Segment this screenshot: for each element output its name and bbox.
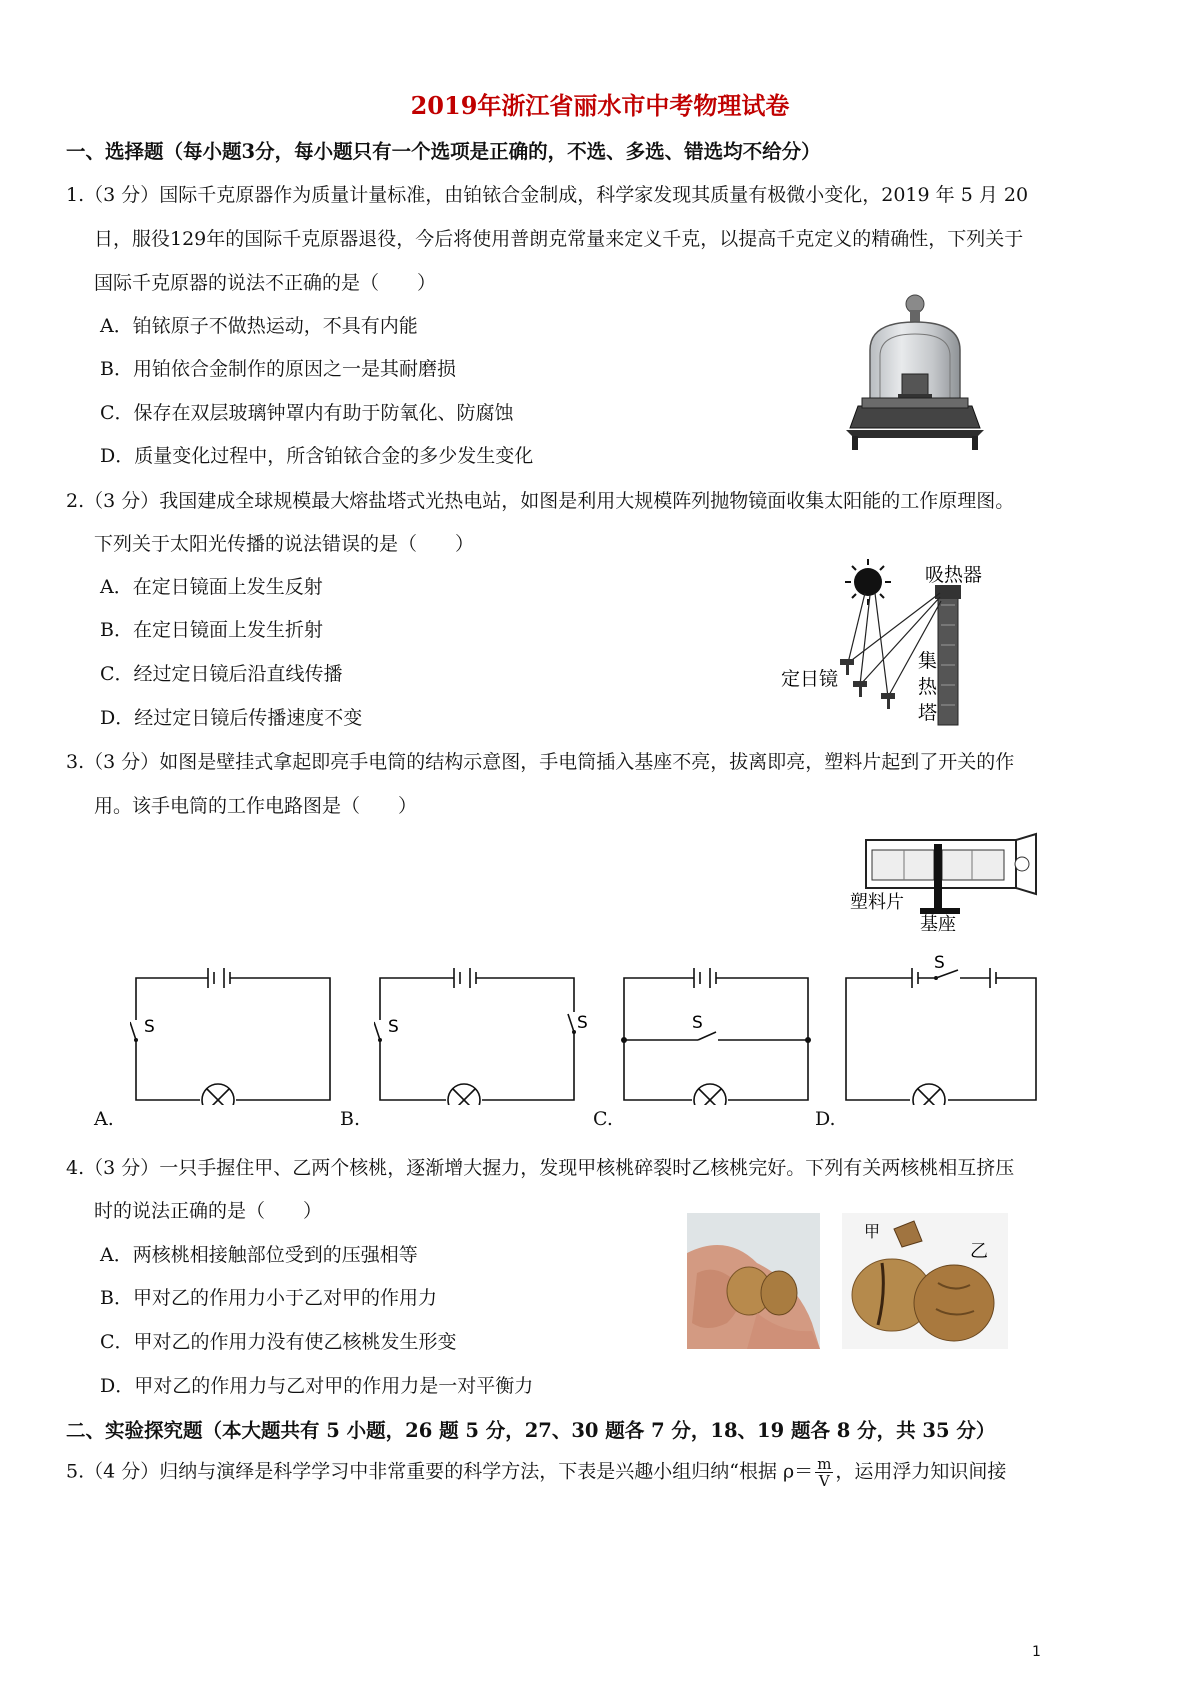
option-b-label: B.: [340, 1108, 361, 1130]
circuit-option-d: [840, 950, 1040, 1105]
switch-label-right: S: [577, 1013, 588, 1033]
density-fraction: [815, 1456, 833, 1489]
base-label: 基座: [920, 914, 956, 935]
hand-holding-walnuts-photo: [687, 1213, 820, 1349]
circuit-option-a: [130, 960, 340, 1105]
plastic-sheet-label: 塑料片: [850, 892, 904, 913]
walnuts-comparison-photo: [842, 1213, 1008, 1349]
q2-option-c: C．经过定日镜后沿直线传播: [100, 663, 343, 685]
q5-stem-line1: [66, 1456, 1006, 1489]
q4-option-a: A．两核桃相接触部位受到的压强相等: [100, 1244, 418, 1266]
q2-stem-line1: 2.（3 分）我国建成全球规模最大熔盐塔式光热电站，如图是利用大规模阵列抛物镜面收集太阳能的工作原理图。: [66, 490, 1015, 512]
absorber-label: 吸热器: [925, 564, 983, 586]
solar-tower-diagram: [775, 555, 1015, 730]
q4-option-b: B．甲对乙的作用力小于乙对甲的作用力: [100, 1287, 437, 1309]
q1-stem-line2: 日，服役129年的国际千克原器退役，今后将使用普朗克常量来定义千克，以提高千克定义的精确性，下列关于: [94, 228, 1024, 250]
walnut-jia-label: 甲: [864, 1222, 881, 1241]
q1-option-a: A．铂铱原子不做热运动，不具有内能: [100, 315, 418, 337]
q3-stem-line2: 用。该手电筒的工作电路图是（ ）: [94, 795, 418, 817]
tower-label-3: 塔: [918, 702, 938, 724]
q2-option-a: A．在定日镜面上发生反射: [100, 576, 323, 598]
q4-option-c: C．甲对乙的作用力没有使乙核桃发生形变: [100, 1331, 457, 1353]
q4-stem-line1: 4.（3 分）一只手握住甲、乙两个核桃，逐渐增大握力，发现甲核桃碎裂时乙核桃完好。下列有关两核桃相互挤压: [66, 1157, 1015, 1179]
option-a-label: A.: [94, 1108, 114, 1130]
switch-label: S: [692, 1013, 703, 1033]
heliostat-label: 定日镜: [781, 668, 839, 690]
flashlight-diagram: [850, 830, 1050, 935]
section-heading-choice: 一、选择题（每小题3分，每小题只有一个选项是正确的，不选、多选、错选均不给分）: [66, 140, 821, 163]
q5-text-before-formula: 5.（4 分）归纳与演绎是科学学习中非常重要的科学方法，下表是兴趣小组归纳“根据 ρ＝: [66, 1460, 814, 1483]
q2-stem-line2: 下列关于太阳光传播的说法错误的是（ ）: [94, 533, 475, 555]
q1-stem-line3: 国际千克原器的说法不正确的是（ ）: [94, 272, 437, 294]
option-c-label: C.: [593, 1108, 613, 1130]
q1-option-c: C．保存在双层玻璃钟罩内有助于防氧化、防腐蚀: [100, 402, 514, 424]
q1-option-d: D．质量变化过程中，所含铂铱合金的多少发生变化: [100, 445, 534, 467]
q1-stem-line1: 1.（3 分）国际千克原器作为质量计量标准，由铂铱合金制成，科学家发现其质量有极微小变化，2019 年 5 月 20: [66, 184, 1029, 206]
fraction-denominator: V: [818, 1472, 830, 1490]
page-number: 1: [1032, 1644, 1041, 1660]
circuit-option-b: [374, 960, 589, 1105]
option-d-label: D.: [815, 1108, 836, 1130]
fraction-numerator: m: [817, 1455, 832, 1473]
q2-option-d: D．经过定日镜后传播速度不变: [100, 707, 363, 729]
tower-label-1: 集: [918, 650, 938, 672]
q5-text-after-formula: ，运用浮力知识间接: [835, 1460, 1007, 1483]
switch-label: S: [144, 1017, 155, 1037]
q2-option-b: B．在定日镜面上发生折射: [100, 619, 323, 641]
q1-option-b: B．用铂依合金制作的原因之一是其耐磨损: [100, 358, 456, 380]
section-heading-experiment: 二、实验探究题（本大题共有 5 小题，26 题 5 分，27、30 题各 7 分，18、19 题各 8 分，共 35 分）: [66, 1419, 996, 1442]
q3-stem-line1: 3.（3 分）如图是壁挂式拿起即亮手电筒的结构示意图，手电筒插入基座不亮，拔离即亮，塑料片起到了开关的作: [66, 751, 1015, 773]
switch-label-left: S: [388, 1017, 399, 1037]
walnut-yi-label: 乙: [970, 1241, 988, 1262]
switch-label: S: [934, 953, 945, 973]
q4-option-d: D．甲对乙的作用力与乙对甲的作用力是一对平衡力: [100, 1375, 534, 1397]
page-title: 2019年浙江省丽水市中考物理试卷: [410, 91, 790, 120]
kilogram-prototype-image: [840, 290, 990, 455]
q4-stem-line2: 时的说法正确的是（ ）: [94, 1200, 323, 1222]
tower-label-2: 热: [918, 676, 938, 698]
circuit-option-c: [618, 960, 818, 1105]
